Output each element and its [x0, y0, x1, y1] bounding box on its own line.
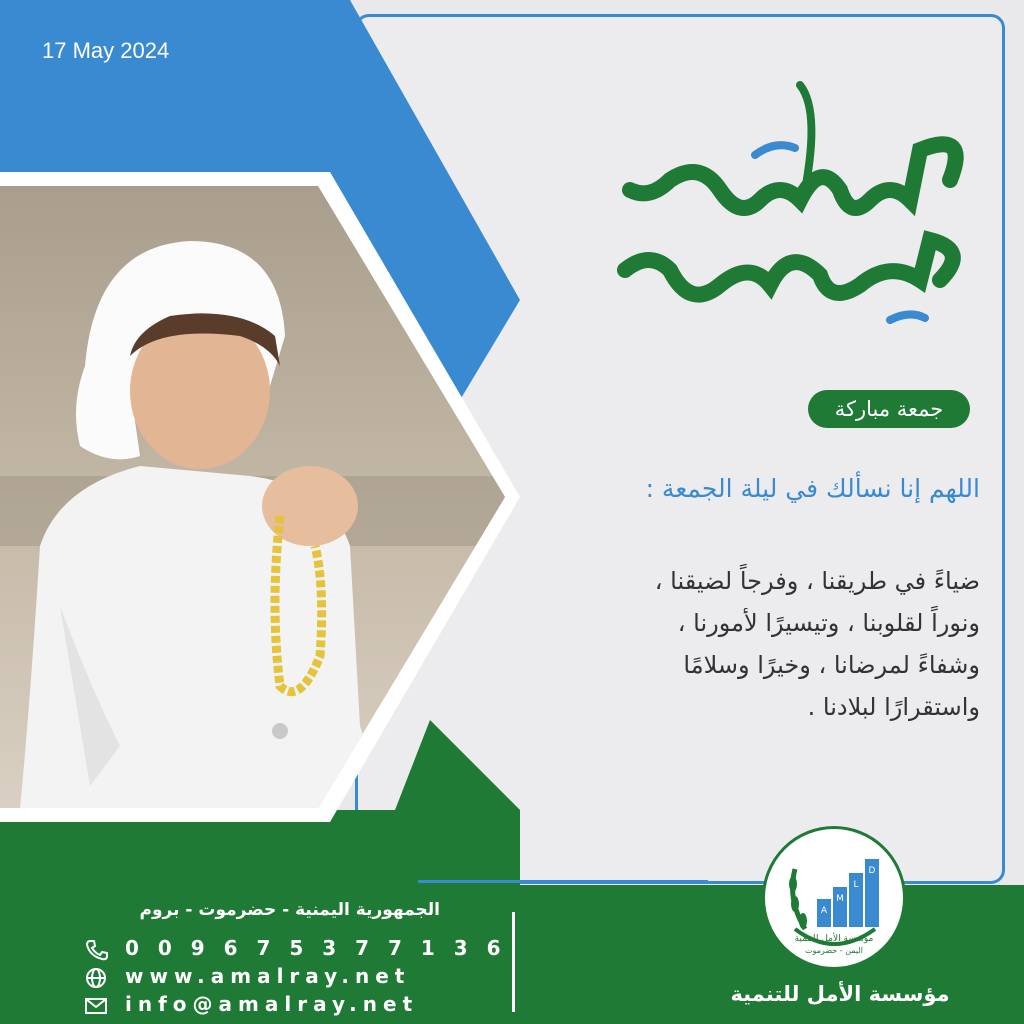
dua-line: ضياءً في طريقنا ، وفرجاً لضيقنا ،: [654, 567, 980, 595]
logo-ring-text: مؤسسة الأمل للتنمية: [794, 934, 874, 944]
phone-number[interactable]: 0 0 9 6 7 5 3 7 7 1 3 6: [125, 936, 507, 960]
dua-intro: اللهم إنا نسألك في ليلة الجمعة :: [645, 474, 980, 503]
logo-sub-text: اليمن - حضرموت: [804, 946, 864, 955]
website-link[interactable]: www.amalray.net: [125, 964, 411, 988]
frame-accent-line: [418, 880, 708, 883]
phone-row: [80, 936, 507, 964]
friday-blessing-badge: جمعة مباركة: [808, 390, 970, 428]
footer-divider: [512, 912, 515, 1012]
svg-text:M: M: [836, 894, 844, 904]
dua-line: وشفاءً لمرضانا ، وخيرًا وسلامًا: [683, 651, 980, 679]
svg-text:L: L: [853, 880, 859, 890]
post-date: 17 May 2024: [42, 38, 170, 63]
email-row: [80, 992, 440, 1020]
calligraphy-text: مساء جمعة: [790, 332, 795, 333]
svg-text:D: D: [868, 866, 876, 876]
email-link[interactable]: info@amalray.net: [125, 992, 419, 1016]
organization-logo: [762, 826, 906, 970]
calligraphy-title: [590, 70, 990, 340]
address-text: الجمهورية اليمنية - حضرموت - بروم: [139, 900, 440, 920]
svg-text:A: A: [820, 906, 828, 916]
website-row: [80, 964, 440, 992]
dua-line: ونوراً لقلوبنا ، وتيسيرًا لأمورنا ،: [677, 609, 980, 637]
organization-name: مؤسسة الأمل للتنمية: [730, 982, 950, 1006]
globe-icon: [84, 966, 110, 990]
dua-body: [520, 560, 980, 728]
dua-line: واستقرارًا لبلادنا .: [807, 693, 980, 721]
email-icon: [84, 994, 110, 1018]
phone-icon: [84, 938, 110, 962]
